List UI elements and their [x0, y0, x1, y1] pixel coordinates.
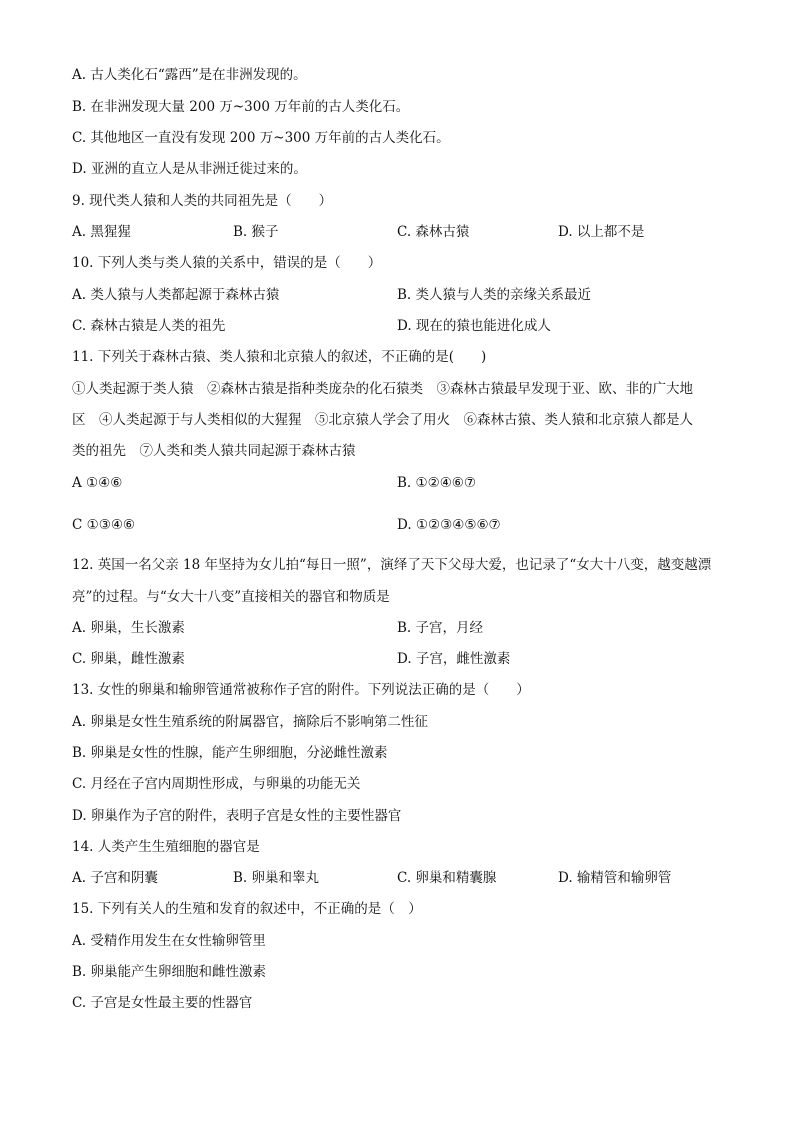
q11-body-line-2: 区 ④人类起源于与人类相似的大猩猩 ⑤北京猿人学会了用火 ⑥森林古猿、类人猿和北京猿人都是人 [72, 412, 693, 428]
q15-option-b: B. 卵巢能产生卵细胞和雌性激素 [72, 964, 267, 980]
q10-option-d: D. 现在的猿也能进化成人 [397, 318, 551, 334]
q8-option-a: A. 古人类化石“露西”是在非洲发现的。 [72, 67, 307, 83]
q14-option-a: A. 子宫和阴囊 [72, 870, 158, 886]
q9-option-d: D. 以上都不是 [558, 224, 645, 240]
q14-option-d: D. 输精管和输卵管 [558, 870, 672, 886]
q11-stem: 11. 下列关于森林古猿、类人猿和北京猿人的叙述，不正确的是( ) [72, 349, 487, 365]
q11-body-line-1: ①人类起源于类人猿 ②森林古猿是指种类庞杂的化石猿类 ③森林古猿最早发现于亚、欧、非的广大地 [72, 381, 693, 397]
q11-body-line-3: 类的祖先 ⑦人类和类人猿共同起源于森林古猿 [72, 443, 356, 459]
q15-option-c: C. 子宫是女性最主要的性器官 [72, 995, 253, 1011]
q10-option-b: B. 类人猿与人类的亲缘关系最近 [397, 287, 592, 303]
q14-option-c: C. 卵巢和精囊腺 [397, 870, 497, 886]
q12-stem-line-1: 12. 英国一名父亲 18 年坚持为女儿拍“每日一照”，演绎了天下父母大爱，也记录了“女大十八变，越变越漂 [72, 557, 712, 573]
q10-option-a: A. 类人猿与人类都起源于森林古猿 [72, 287, 280, 303]
q12-option-c: C. 卵巢，雌性激素 [72, 651, 185, 667]
q13-option-c: C. 月经在子宫内周期性形成，与卵巢的功能无关 [72, 776, 361, 792]
q8-option-b: B. 在非洲发现大量 200 万~300 万年前的古人类化石。 [72, 99, 410, 115]
q14-stem: 14. 人类产生生殖细胞的器官是 [72, 839, 260, 855]
q13-stem: 13. 女性的卵巢和输卵管通常被称作子宫的附件。下列说法正确的是（ ） [72, 682, 530, 698]
q11-option-a: A ①④⑥ [72, 475, 123, 491]
q13-option-b: B. 卵巢是女性的性腺，能产生卵细胞，分泌雌性激素 [72, 745, 388, 761]
q12-option-b: B. 子宫，月经 [397, 620, 484, 636]
q14-option-b: B. 卵巢和睾丸 [233, 870, 320, 886]
q12-option-d: D. 子宫，雌性激素 [397, 651, 511, 667]
q10-option-c: C. 森林古猿是人类的祖先 [72, 318, 226, 334]
q13-option-a: A. 卵巢是女性生殖系统的附属器官，摘除后不影响第二性征 [72, 714, 428, 730]
q11-option-d: D. ①②③④⑤⑥⑦ [397, 517, 501, 533]
q9-stem: 9. 现代类人猿和人类的共同祖先是（ ） [72, 193, 333, 209]
q11-option-b: B. ①②④⑥⑦ [397, 475, 477, 491]
q11-option-c: C ①③④⑥ [72, 517, 136, 533]
q13-option-d: D. 卵巢作为子宫的附件，表明子宫是女性的主要性器官 [72, 808, 402, 824]
q9-option-a: A. 黑猩猩 [72, 224, 131, 240]
q15-option-a: A. 受精作用发生在女性输卵管里 [72, 933, 266, 949]
q8-option-c: C. 其他地区一直没有发现 200 万~300 万年前的古人类化石。 [72, 130, 450, 146]
q15-stem: 15. 下列有关人的生殖和发育的叙述中，不正确的是（ ） [72, 901, 422, 917]
q12-stem-line-2: 亮”的过程。与“女大十八变”直接相关的器官和物质是 [72, 589, 390, 605]
q10-stem: 10. 下列人类与类人猿的关系中，错误的是（ ） [72, 255, 382, 271]
q8-option-d: D. 亚洲的直立人是从非洲迁徙过来的。 [72, 161, 307, 177]
q9-option-b: B. 猴子 [233, 224, 279, 240]
q9-option-c: C. 森林古猿 [397, 224, 470, 240]
q12-option-a: A. 卵巢，生长激素 [72, 620, 185, 636]
